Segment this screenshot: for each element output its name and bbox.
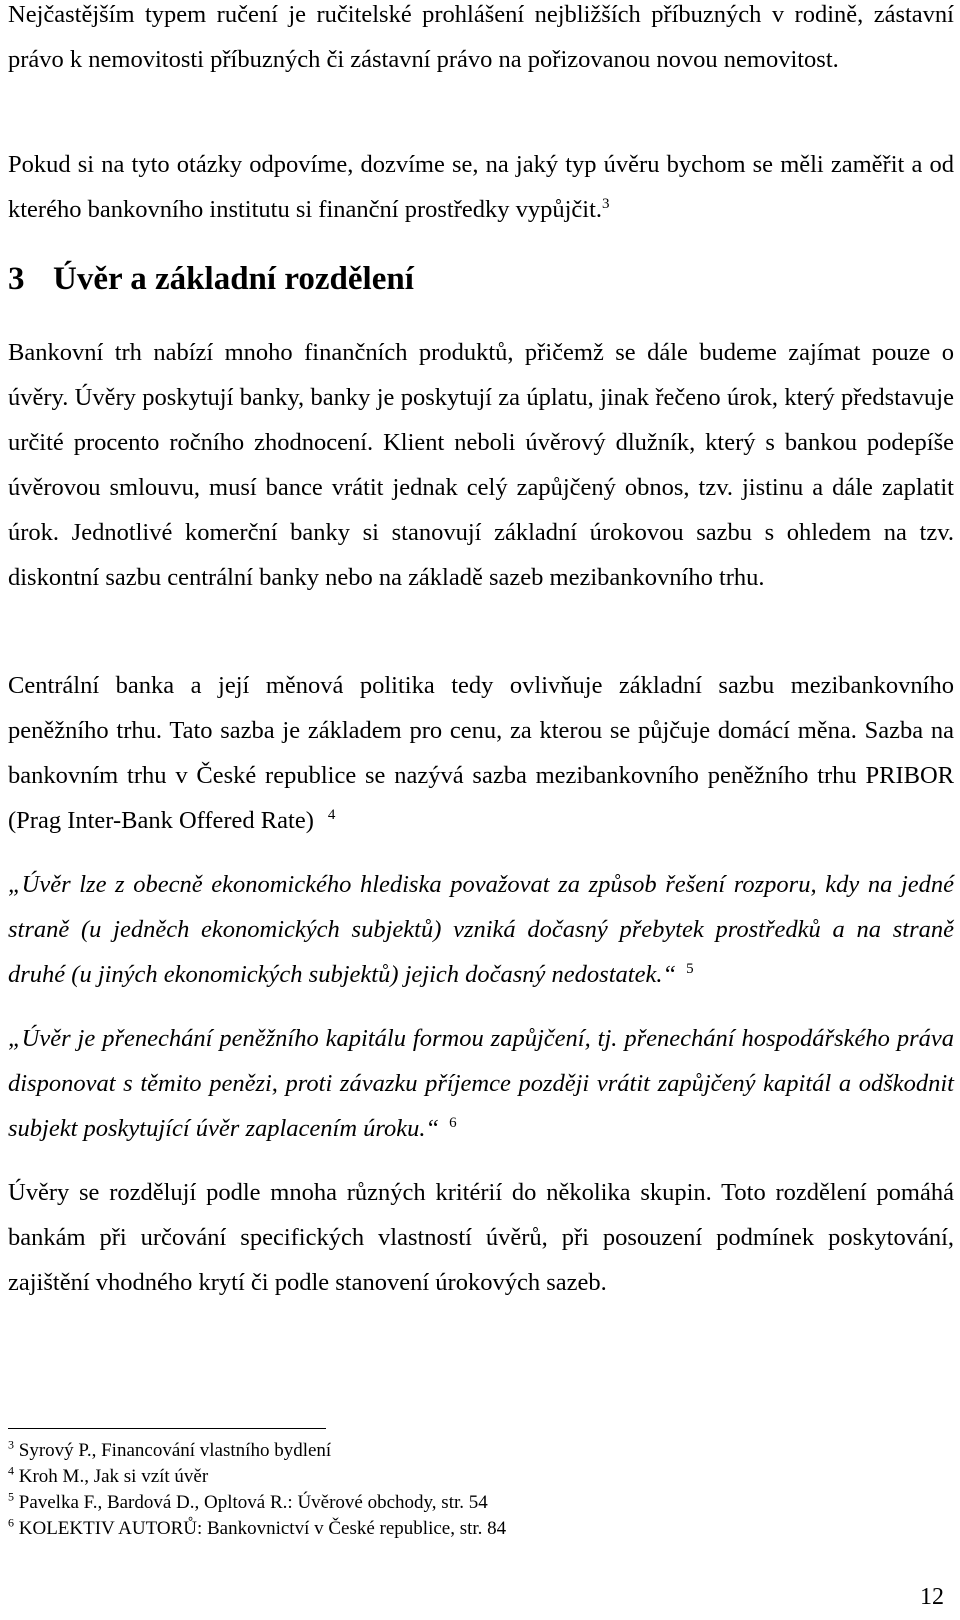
footnotes: [8, 1438, 908, 1542]
footnote-text: Pavelka F., Bardová D., Opltová R.: Úvěrové obchody, str. 54: [18, 1492, 488, 1513]
footnote-number: 5: [8, 1489, 14, 1504]
quote-definition-2: [8, 1016, 954, 1151]
footnote-item: [8, 1464, 908, 1490]
footnote-item: [8, 1516, 908, 1542]
paragraph-loan-division: [8, 1170, 954, 1305]
quote-text: „Úvěr lze z obecně ekonomického hlediska považovat za způsob řešení rozporu, kdy na jedné straně (u jedněch ekonomických subjektů) vzniká dočasný přebytek prostředků a na straně druhé (u jiných ekonomických subjektů) jejich dočasný nedostatek.“: [8, 871, 954, 988]
section-title: Úvěr a základní rozdělení: [53, 261, 414, 297]
footnote-text: Syrový P., Financování vlastního bydlení: [18, 1440, 332, 1461]
page-number: 12: [920, 1584, 944, 1610]
footnote-ref: 3: [602, 195, 610, 212]
quote-text: „Úvěr je přenechání peněžního kapitálu formou zapůjčení, tj. přenechání hospodářského práva disponovat s těmito penězi, proti závazku příjemce později vrátit zapůjčený kapitál a odškodnit subjekt poskytující úvěr zaplacením úroku.“: [8, 1025, 954, 1142]
footnote-number: 4: [8, 1463, 14, 1478]
footnote-item: [8, 1438, 908, 1464]
paragraph-text: Bankovní trh nabízí mnoho finančních produktů, přičemž se dále budeme zajímat pouze o úvěry. Úvěry poskytují banky, banky je poskytují za úplatu, jinak řečeno úrok, který představuje určité procento ročního zhodnocení. Klient neboli úvěrový dlužník, který s bankou podepíše úvěrovou smlouvu, musí bance vrátit jednak celý zapůjčený obnos, tzv. jistinu a dále zaplatit úrok. Jednotlivé komerční banky si stanovují základní úrokovou sazbu s ohledem na tzv. diskontní sazbu centrální banky nebo na základě sazeb mezibankovního trhu.: [8, 339, 954, 591]
footnote-ref: 6: [449, 1114, 457, 1131]
footnote-separator: [8, 1428, 326, 1429]
paragraph-central-bank: [8, 663, 954, 843]
paragraph-loan-choice: [8, 142, 954, 232]
paragraph-text: Centrální banka a její měnová politika tedy ovlivňuje základní sazbu mezibankovního peněžního trhu. Tato sazba je základem pro cenu, za kterou se půjčuje domácí měna. Sazba na bankovním trhu v České republice se nazývá sazba mezibankovního peněžního trhu PRIBOR (Prag Inter-Bank Offered Rate): [8, 672, 954, 834]
paragraph-guarantee: [8, 0, 954, 82]
footnote-number: 6: [8, 1515, 14, 1530]
footnote-text: KOLEKTIV AUTORŮ: Bankovnictví v České republice, str. 84: [18, 1518, 507, 1539]
paragraph-text: Pokud si na tyto otázky odpovíme, dozvíme se, na jaký typ úvěru bychom se měli zaměřit a od kterého bankovního institutu si finanční prostředky vypůjčit.: [8, 151, 954, 223]
footnote-ref: 5: [686, 960, 694, 977]
paragraph-text: Nejčastějším typem ručení je ručitelské prohlášení nejbližších příbuzných v rodině, zástavní právo k nemovitosti příbuzných či zástavní právo na pořizovanou novou nemovitost.: [8, 1, 954, 73]
paragraph-text: Úvěry se rozdělují podle mnoha různých kritérií do několika skupin. Toto rozdělení pomáhá bankám při určování specifických vlastností úvěrů, při posouzení podmínek poskytování, zajištění vhodného krytí či podle stanovení úrokových sazeb.: [8, 1179, 954, 1296]
footnote-item: [8, 1490, 908, 1516]
section-heading: [8, 259, 414, 299]
footnote-ref: 4: [327, 806, 336, 823]
paragraph-bank-market: [8, 330, 954, 600]
footnote-text: Kroh M., Jak si vzít úvěr: [18, 1466, 209, 1487]
section-number: 3: [8, 261, 25, 297]
quote-definition-1: [8, 862, 954, 997]
footnote-number: 3: [8, 1437, 14, 1452]
